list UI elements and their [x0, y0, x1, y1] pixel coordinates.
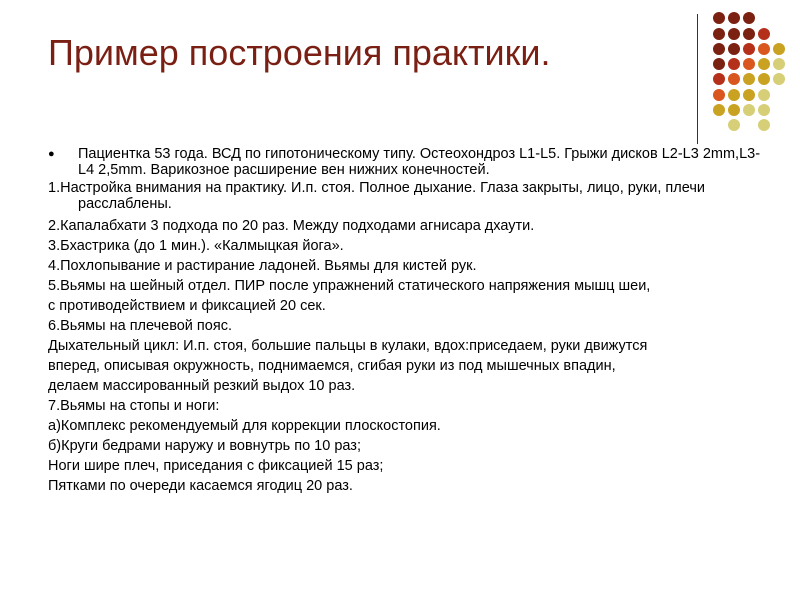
item-7: 7.Вьямы на стопы и ноги: [48, 398, 220, 414]
decor-dot [743, 43, 755, 55]
breathing-line-2: вперед, описывая окружность, поднимаемся, сгибая руки из под мышечных впадин, [48, 358, 616, 374]
decor-dot [728, 12, 740, 24]
item-5-line-1: 5.Вьямы на шейный отдел. ПИР после упражнений статического напряжения мышц шеи, [48, 278, 651, 294]
decor-dot [713, 104, 725, 116]
decor-dot [728, 58, 740, 70]
decor-dot [728, 73, 740, 85]
decor-dot [773, 43, 785, 55]
item-2: 2.Капалабхати 3 подхода по 20 раз. Между подходами агнисара дхаути. [48, 218, 535, 234]
decor-dot [713, 12, 725, 24]
decor-dot [758, 73, 770, 85]
heels-line: Пятками по очереди касаемся ягодиц 20 раз. [48, 478, 353, 494]
slide-title: Пример построения практики. [48, 32, 551, 73]
decor-dot [758, 43, 770, 55]
decor-dot [728, 28, 740, 40]
decor-dot [743, 73, 755, 85]
item-4: 4.Похлопывание и растирание ладоней. Вьямы для кистей рук. [48, 258, 477, 274]
patient-description: Пациентка 53 года. ВСД по гипотоническому типу. Остеохондроз L1-L5. Грыжи дисков L2-L3 2mm,L3-L4 2,5mm. Варикозное расширение вен нижних конечностей. [78, 146, 761, 178]
item-3: 3.Бхастрика (до 1 мин.). «Калмыцкая йога». [48, 238, 344, 254]
decor-dot [773, 58, 785, 70]
decor-dot [743, 89, 755, 101]
decor-dot [743, 12, 755, 24]
decor-dot [773, 73, 785, 85]
decor-dot [713, 89, 725, 101]
decor-dot [728, 89, 740, 101]
decor-dot [728, 119, 740, 131]
slide-body [48, 146, 768, 496]
decor-dot [713, 43, 725, 55]
decor-dot [758, 119, 770, 131]
decor-dot [758, 89, 770, 101]
decor-dot [713, 58, 725, 70]
decor-dot [713, 73, 725, 85]
decor-dot [743, 28, 755, 40]
decor-dot [743, 58, 755, 70]
vertical-divider [697, 14, 698, 144]
decor-dot [728, 104, 740, 116]
breathing-line-1: Дыхательный цикл: И.п. стоя, большие пальцы в кулаки, вдох:приседаем, руки движутся [48, 338, 648, 354]
decor-dot [728, 43, 740, 55]
decor-dot [758, 104, 770, 116]
decor-dot [743, 104, 755, 116]
item-7b: б)Круги бедрами наружу и вовнутрь по 10 раз; [48, 438, 361, 454]
bullet-icon: ● [48, 148, 55, 160]
item-6: 6.Вьямы на плечевой пояс. [48, 318, 232, 334]
decor-dot [758, 28, 770, 40]
legs-line: Ноги шире плеч, приседания с фиксацией 15 раз; [48, 458, 384, 474]
item-7a: а)Комплекс рекомендуемый для коррекции плоскостопия. [48, 418, 441, 434]
item-5-line-2: с противодействием и фиксацией 20 сек. [48, 298, 326, 314]
breathing-line-3: делаем массированный резкий выдох 10 раз. [48, 378, 356, 394]
patient-bullet [48, 146, 768, 178]
decor-dot [713, 28, 725, 40]
decor-dot [758, 58, 770, 70]
item-1: 1.Настройка внимания на практику. И.п. стоя. Полное дыхание. Глаза закрыты, лицо, руки, плечи расслаблены. [48, 180, 705, 212]
